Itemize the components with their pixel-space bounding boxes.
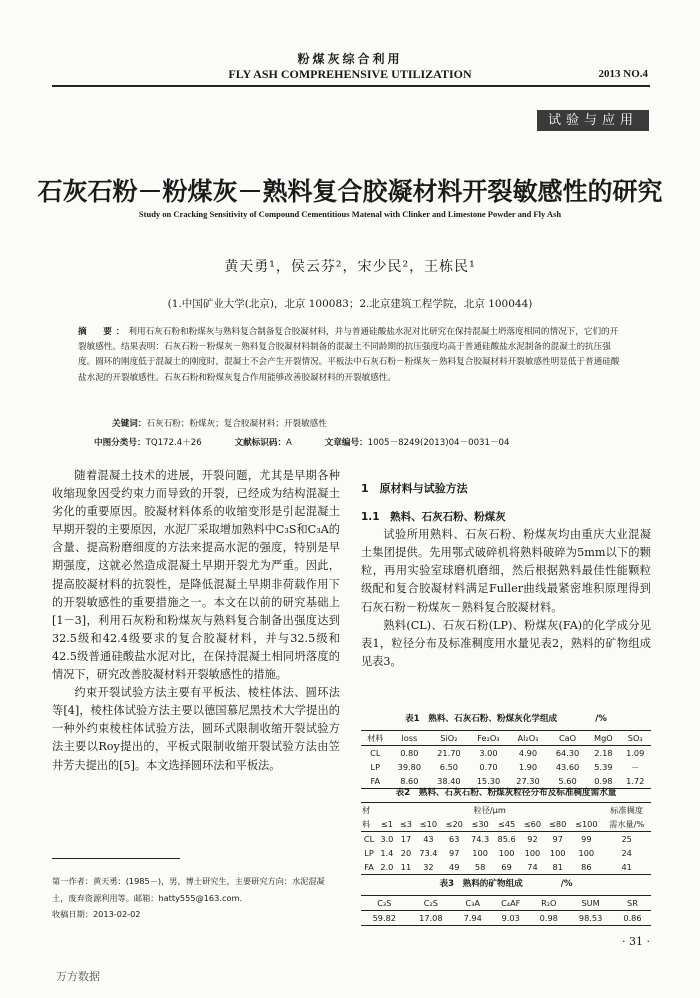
section-heading-1-1: 1.1 熟料、石灰石粉、粉煤灰 bbox=[361, 511, 506, 524]
table2: 材 粒径/μm 标准稠度 料 ≤1 ≤3 ≤10 ≤20 ≤30 ≤45 ≤60 ≤80 ≤100 需水量/% CL 3.0 17 43 63 74.3 85.6 92 97 99 25 LP 1.4 20 73.4 97 100 100 100 100 100 24 FA 2.0 11 32 49 58 69 74 81 86 41 bbox=[361, 802, 651, 875]
paper-title-cn: 石灰石粉－粉煤灰－熟料复合胶凝材料开裂敏感性的研究 bbox=[37, 177, 663, 206]
table1 bbox=[361, 730, 651, 789]
affiliation: (1.中国矿业大学(北京)，北京 100083；2.北京建筑工程学院，北京 100044) bbox=[167, 298, 533, 310]
watermark: 万方数据 bbox=[56, 970, 100, 983]
left-column bbox=[52, 467, 340, 775]
footnote-rule bbox=[52, 858, 180, 859]
table1-header: MgO bbox=[587, 731, 619, 746]
journal-title-cn: 粉煤灰综合利用 bbox=[297, 52, 403, 66]
materials-paragraph-1: 试验所用熟料、石灰石粉、粉煤灰均由重庆大业混凝土集团提供。先用鄂式破碎机将熟料破碎为5mm以下的颗粒，再用实验室球磨机磨细，然后根据熟料最佳性能颗粒级配和复合胶凝材料满足Fuller曲线最紧密堆积原理得到石灰石粉－粉煤灰－熟料复合胶凝材料。 bbox=[361, 528, 651, 614]
authors: 黄天勇¹，侯云芬²，宋少民²，王栋民¹ bbox=[224, 259, 476, 275]
table3-caption: 表3 熟料的矿物组成 /% bbox=[439, 879, 573, 889]
clc-number: 中图分类号：TQ172.4＋26 bbox=[94, 438, 202, 448]
section-tag: 试验与应用 bbox=[537, 110, 649, 131]
table-row: CL 0.80 21.70 3.00 4.90 64.30 2.18 1.09 bbox=[370, 748, 645, 758]
page-number: · 31 · bbox=[622, 935, 650, 948]
header-rule bbox=[52, 85, 650, 87]
article-number: 文章编号：1005－8249(2013)04－0031－04 bbox=[324, 438, 510, 448]
table-row: CL 3.0 17 43 63 74.3 85.6 92 97 99 25 bbox=[363, 834, 632, 844]
keywords-label: 关键词： bbox=[112, 419, 147, 429]
table-row: 59.82 17.08 7.94 9.03 0.98 98.53 0.86 bbox=[361, 911, 651, 926]
journal-title-en: FLY ASH COMPREHENSIVE UTILIZATION bbox=[228, 67, 472, 81]
table-row: FA 8.60 38.40 15.30 27.30 5.60 0.98 1.72 bbox=[361, 774, 651, 789]
document-code: 文献标识码：A bbox=[234, 438, 292, 448]
abstract-text: 利用石灰石粉和粉煤灰与熟料复合制备复合胶凝材料，并与普通硅酸盐水泥对比研究在保持混凝土坍落度相同的情况下，它们的开裂敏感性。结果表明：石灰石粉－粉煤灰－熟料复合胶凝材料制备的混凝土不同龄期的抗压强度均高于普通硅酸盐水泥制备的混凝土的抗压强度。圆环的刚度低于混凝土的刚度时，混凝土不会产生开裂情况。平板法中石灰石粉－粉煤灰－熟料复合胶凝材料开裂敏感性明显低于普通硅酸盐水泥的开裂敏感性。石灰石粉和粉煤灰复合作用能够改善胶凝材料的开裂敏感性。 bbox=[78, 327, 620, 383]
footnote-date: 收稿日期：2013-02-02 bbox=[52, 909, 141, 919]
table2-header-material: 材 bbox=[361, 803, 377, 818]
classification-line bbox=[94, 436, 654, 448]
right-column bbox=[361, 480, 651, 671]
table2-caption: 表2 熟料、石灰石粉、粉煤灰粒径分布及标准稠度需水量 bbox=[395, 788, 617, 798]
table-row: FA 2.0 11 32 49 58 69 74 81 86 41 bbox=[361, 860, 651, 875]
table1-header: loss bbox=[390, 731, 430, 746]
table1-caption: 表1 熟料、石灰石粉、粉煤灰化学组成 /% bbox=[405, 714, 607, 724]
table1-header: Fe₂O₃ bbox=[469, 731, 509, 746]
table-row: LP 1.4 20 73.4 97 100 100 100 100 100 24 bbox=[364, 848, 632, 858]
table-row: LP 39.80 6.50 0.70 1.90 43.60 5.39 － bbox=[370, 762, 640, 772]
table1-header: 材料 bbox=[361, 731, 390, 746]
paper-title-en: Study on Cracking Sensitivity of Compound Cementitious Matenal with Clinker and Limestone Powder and Fly Ash bbox=[138, 209, 562, 219]
table1-header: CaO bbox=[548, 731, 588, 746]
abstract-label: 摘 要： bbox=[78, 327, 129, 337]
table1-header: SO₃ bbox=[620, 731, 652, 746]
table1-header: SiO₂ bbox=[429, 731, 469, 746]
table1-header: Al₂O₃ bbox=[508, 731, 548, 746]
materials-paragraph-2: 熟料(CL)、石灰石粉(LP)、粉煤灰(FA)的化学成分见表1，粒径分布及标准稠度用水量见表2，熟料的矿物组成见表3。 bbox=[361, 618, 651, 668]
keywords bbox=[112, 417, 327, 429]
section-heading-1: 1 原材料与试验方法 bbox=[361, 482, 468, 495]
intro-paragraph-1: 随着混凝土技术的进展，开裂问题，尤其是早期各种收缩现象因受约束力而导致的开裂，已经成为结构混凝土劣化的重要原因。胶凝材料体系的收缩变形是引起混凝土早期开裂的主要原因，水泥厂采取增加熟料中C₃S和C₃A的含量、提高粉磨细度的方法来提高水泥的强度，特别是早期强度，这就必然造成混凝土早期开裂尤为严重。因此，提高胶凝材料的抗裂性，是降低混凝土早期非荷载作用下的开裂敏感性的重要措施之一。本文在以前的研究基础上[1－3]，利用石灰粉和粉煤灰与熟料复合制备出强度达到32.5级和42.4级要求的复合胶凝材料，并与32.5级和42.5级普通硅酸盐水泥对比，在保持混凝土相同坍落度的情况下，研究改善胶凝材料开裂敏感性的措施。 bbox=[52, 469, 340, 682]
table3: C₃S C₂S C₃A C₄AF R₂O SUM SR 59.82 17.08 7.94 9.03 0.98 98.53 0.86 bbox=[361, 895, 651, 926]
journal-issue: 2013 NO.4 bbox=[598, 68, 648, 80]
table2-header-std: 标准稠度 bbox=[602, 803, 651, 818]
footnote bbox=[52, 873, 340, 923]
table2-header-size: 粒径/μm bbox=[377, 803, 602, 818]
footnote-author: 第一作者：黄天勇：(1985－)，男，博士研究生，主要研究方向：水泥混凝土，废弃资源利用等。邮箱：hatty555@163.com. bbox=[52, 876, 325, 903]
intro-paragraph-2: 约束开裂试验方法主要有平板法、棱柱体法、圆环法等[4]，棱柱体试验方法主要以德国慕尼黑技术大学提出的一种外约束棱柱体试验方法，圆环式限制收缩开裂试验方法主要以Roy提出的，平板式限制收缩开裂试验方法由笠井芳夫提出的[5]。本文选择圆环法和平板法。 bbox=[52, 686, 340, 772]
keywords-text: 石灰石粉；粉煤灰；复合胶凝材料；开裂敏感性 bbox=[146, 419, 327, 429]
abstract bbox=[78, 325, 626, 386]
